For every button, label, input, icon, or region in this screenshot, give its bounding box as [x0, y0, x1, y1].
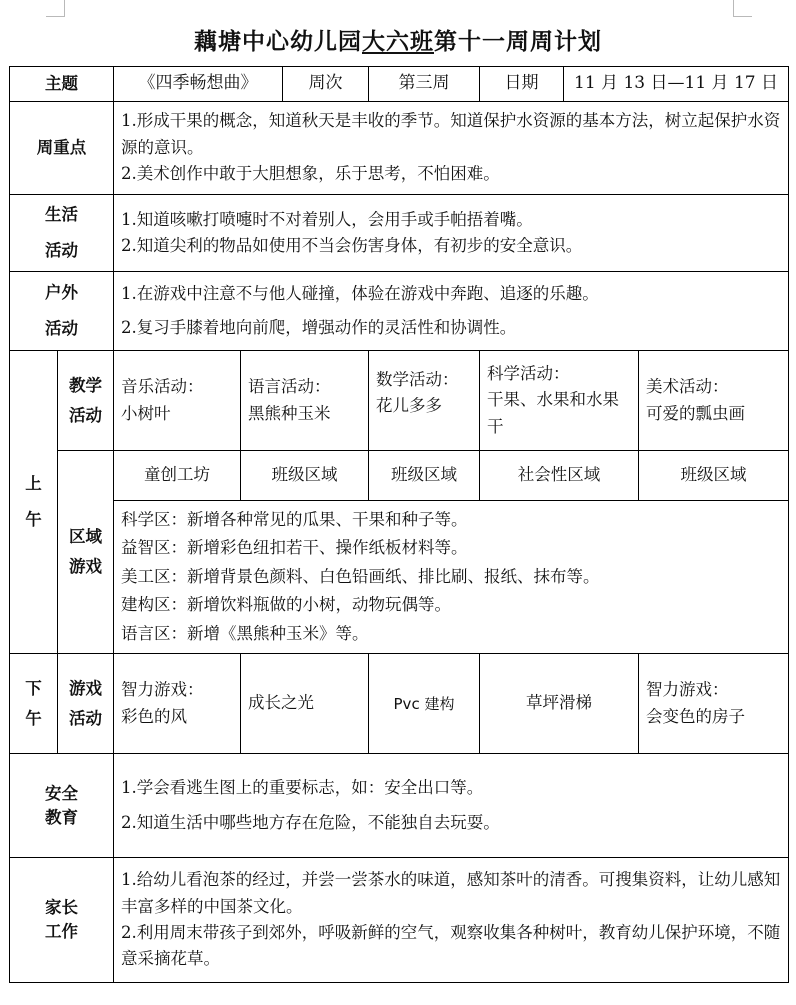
life-label-line: 活动 — [45, 241, 78, 260]
safety-line: 1.学会看逃生图上的重要标志，如：安全出口等。 — [121, 778, 484, 798]
game-line: Pvc 建构 — [393, 694, 455, 713]
outdoor-label-line: 活动 — [45, 319, 78, 338]
focus-label: 周重点 — [10, 102, 114, 195]
activity-name: 小树叶 — [121, 403, 171, 423]
outdoor-label-line: 户外 — [45, 282, 78, 302]
focus-row — [10, 102, 789, 195]
morning-label-line: 午 — [25, 510, 42, 529]
safety-content — [114, 754, 789, 858]
teaching-activity — [639, 351, 789, 451]
safety-row — [10, 754, 789, 858]
life-content — [114, 195, 789, 272]
game-line: 成长之光 — [248, 693, 314, 713]
activity-type: 数学活动： — [376, 370, 459, 389]
area-zone: 班级区域 — [241, 451, 369, 501]
afternoon-label-line: 午 — [25, 708, 42, 728]
area-material-line: 科学区：新增各种常见的瓜果、干果和种子等。 — [121, 509, 468, 529]
outdoor-content — [114, 272, 789, 351]
parents-line: 2.利用周末带孩子到郊外，呼吸新鲜的空气，观察收集各种树叶，教育幼儿保护环境，不随意采摘花草。 — [121, 923, 781, 969]
parents-label — [10, 858, 114, 983]
game-line: 智力游戏： — [121, 680, 204, 700]
area-materials — [114, 501, 789, 654]
area-material-line: 益智区：新增彩色纽扣若干、操作纸板材料等。 — [121, 538, 468, 558]
outdoor-line: 2.复习手膝着地向前爬，增强动作的灵活性和协调性。 — [121, 318, 517, 337]
week-label: 周次 — [283, 67, 369, 102]
theme-value: 《四季畅想曲》 — [114, 67, 283, 102]
area-material-line: 语言区：新增《黑熊种玉米》等。 — [121, 623, 369, 643]
teaching-label — [58, 351, 114, 451]
afternoon-game — [639, 654, 789, 754]
afternoon-game — [114, 654, 241, 754]
life-line: 2.知道尖利的物品如使用不当会伤害身体，有初步的安全意识。 — [121, 236, 583, 255]
afternoon-game — [480, 654, 639, 754]
life-label — [10, 195, 114, 272]
page-title — [0, 23, 796, 56]
activity-type: 美术活动： — [646, 377, 729, 397]
life-line: 1.知道咳嗽打喷嚏时不对着别人，会用手或手帕捂着嘴。 — [121, 209, 533, 229]
page-corner-mark-left — [46, 0, 65, 17]
area-label-line: 游戏 — [69, 557, 102, 576]
area-games-label — [58, 451, 114, 654]
header-row — [10, 67, 789, 102]
activity-name: 干果、水果和水果干 — [487, 390, 619, 436]
focus-line: 1.形成干果的概念，知道秋天是丰收的季节。知道保护水资源的基本方法，树立起保护水资源的意识。 — [121, 111, 781, 157]
outdoor-line: 1.在游戏中注意不与他人碰撞，体验在游戏中奔跑、追逐的乐趣。 — [121, 283, 599, 303]
title-class-name: 大六班 — [362, 29, 434, 55]
area-zone: 社会性区域 — [480, 451, 639, 501]
afternoon-row — [10, 654, 789, 754]
area-zone: 班级区域 — [639, 451, 789, 501]
teaching-activity — [114, 351, 241, 451]
activity-name: 花儿多多 — [376, 396, 442, 416]
teaching-activity — [241, 351, 369, 451]
parents-line: 1.给幼儿看泡茶的经过，并尝一尝茶水的味道，感知茶叶的清香。可搜集资料，让幼儿感知丰富多样的中国茶文化。 — [121, 870, 781, 916]
parents-content — [114, 858, 789, 983]
area-material-line: 建构区：新增饮料瓶做的小树，动物玩偶等。 — [121, 595, 451, 615]
activity-name: 可爱的瓢虫画 — [646, 403, 745, 423]
weekly-plan-table — [9, 66, 789, 983]
area-zone: 童创工坊 — [114, 451, 241, 501]
safety-label-line: 教育 — [45, 807, 78, 827]
area-zones-row — [10, 451, 789, 501]
page-corner-mark-right — [733, 0, 752, 17]
activity-type: 语言活动： — [248, 377, 331, 397]
title-prefix: 藕塘中心幼儿园 — [194, 29, 362, 55]
theme-label: 主题 — [10, 67, 114, 102]
activity-type: 科学活动： — [487, 363, 570, 383]
safety-label — [10, 754, 114, 858]
life-label-line: 生活 — [45, 204, 78, 224]
game-line: 草坪滑梯 — [526, 693, 592, 713]
life-row — [10, 195, 789, 272]
morning-label — [10, 351, 58, 654]
safety-label-line: 安全 — [45, 783, 78, 803]
games-label-line: 活动 — [69, 708, 102, 728]
parents-label-line: 家长 — [45, 898, 78, 918]
area-label-line: 区域 — [69, 527, 102, 547]
parents-row — [10, 858, 789, 983]
teaching-activity — [369, 351, 480, 451]
week-value: 第三周 — [369, 67, 480, 102]
afternoon-label-line: 下 — [25, 678, 42, 698]
teaching-row — [10, 351, 789, 451]
focus-content — [114, 102, 789, 195]
teaching-label-line: 活动 — [69, 405, 102, 425]
date-value: 11 月 13 日—11 月 17 日 — [564, 67, 789, 102]
safety-line: 2.知道生活中哪些地方存在危险，不能独自去玩耍。 — [121, 812, 500, 832]
outdoor-row — [10, 272, 789, 351]
area-zone: 班级区域 — [369, 451, 480, 501]
afternoon-game — [241, 654, 369, 754]
game-line: 会变色的房子 — [646, 706, 745, 726]
games-label-line: 游戏 — [69, 678, 102, 698]
teaching-label-line: 教学 — [69, 375, 102, 395]
activity-name: 黑熊种玉米 — [248, 403, 331, 423]
date-label: 日期 — [480, 67, 564, 102]
afternoon-game — [369, 654, 480, 754]
game-line: 智力游戏： — [646, 680, 729, 700]
parents-label-line: 工作 — [45, 922, 78, 941]
outdoor-label — [10, 272, 114, 351]
game-line: 彩色的风 — [121, 706, 187, 726]
afternoon-label — [10, 654, 58, 754]
activity-type: 音乐活动： — [121, 377, 204, 397]
title-suffix: 第十一周周计划 — [434, 29, 602, 55]
area-material-line: 美工区：新增背景色颜料、白色铅画纸、排比刷、报纸、抹布等。 — [121, 566, 600, 586]
focus-line: 2.美术创作中敢于大胆想象，乐于思考，不怕困难。 — [121, 164, 500, 184]
morning-label-line: 上 — [25, 473, 42, 493]
teaching-activity — [480, 351, 639, 451]
afternoon-games-label — [58, 654, 114, 754]
area-materials-row — [10, 501, 789, 654]
